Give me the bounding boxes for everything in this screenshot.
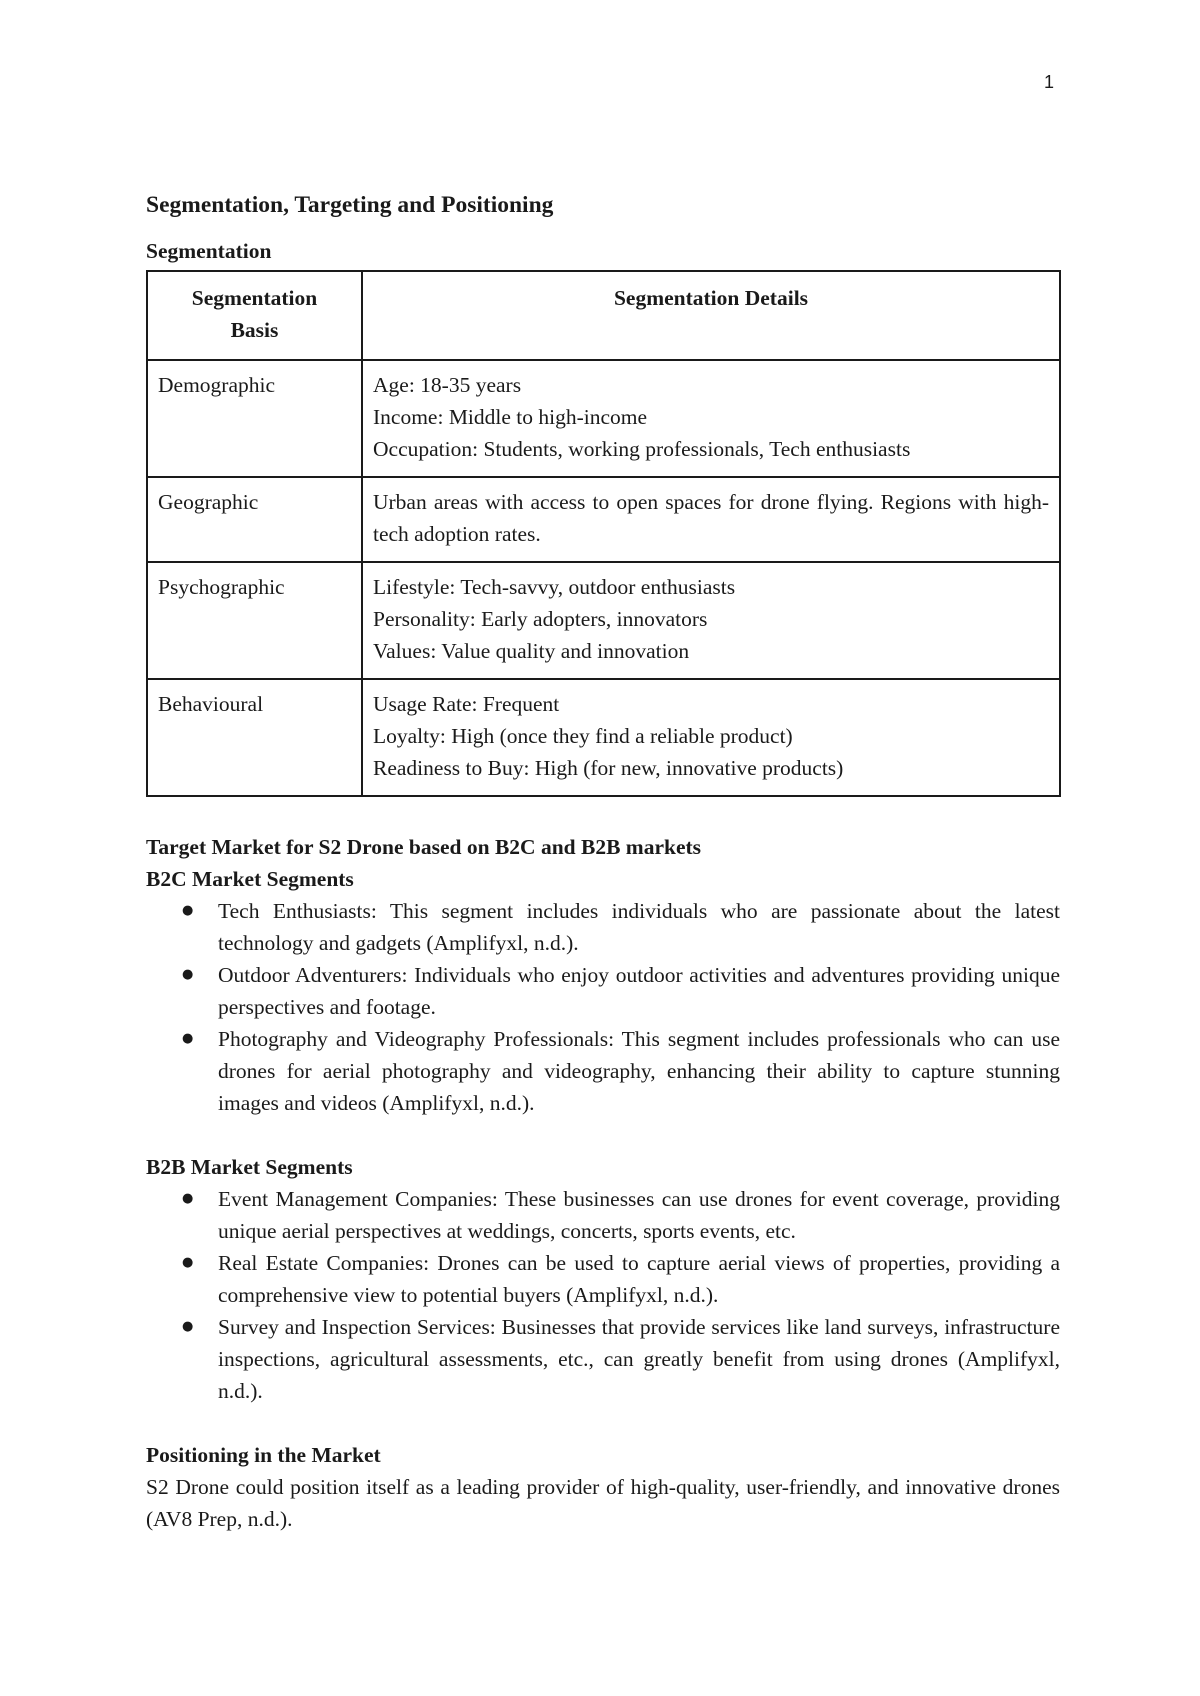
detail-line: Lifestyle: Tech-savvy, outdoor enthusiasts (373, 575, 736, 599)
b2c-heading: B2C Market Segments (146, 867, 354, 891)
row-details (362, 477, 1060, 562)
positioning-heading: Positioning in the Market (146, 1443, 381, 1467)
bullet-icon: ● (182, 1191, 194, 1206)
row-basis: Geographic (147, 477, 362, 562)
detail-line: Age: 18-35 years (373, 373, 522, 397)
b2c-list (146, 895, 1060, 1119)
list-item: ● Outdoor Adventurers: Individuals who enjoy outdoor activities and adventures providing unique perspectives and footage. (218, 959, 1060, 1023)
row-basis: Psychographic (147, 562, 362, 679)
segmentation-table (146, 270, 1061, 797)
positioning-text: S2 Drone could position itself as a leading provider of high-quality, user-friendly, and innovative drones (AV8 Prep, n.d.). (146, 1475, 1060, 1531)
detail-line: Occupation: Students, working professionals, Tech enthusiasts (373, 437, 911, 461)
detail-line: Urban areas with access to open spaces for drone flying. Regions with high-tech adoption rates. (373, 490, 1049, 546)
table-row (147, 562, 1060, 679)
bullet-icon: ● (182, 1255, 194, 1270)
row-basis: Behavioural (147, 679, 362, 796)
table-row (147, 679, 1060, 796)
page-number: 1 (1044, 72, 1055, 92)
bullet-icon: ● (182, 967, 194, 982)
table-row (147, 477, 1060, 562)
target-market-heading: Target Market for S2 Drone based on B2C and B2B markets (146, 835, 702, 859)
segmentation-heading: Segmentation (146, 239, 272, 263)
page-title: Segmentation, Targeting and Positioning (146, 192, 554, 218)
row-details (362, 562, 1060, 679)
detail-line: Personality: Early adopters, innovators (373, 607, 708, 631)
list-item: ● Survey and Inspection Services: Businesses that provide services like land surveys, infrastructure inspections, agricultural assessments, etc., can greatly benefit from using drones (Amplifyxl, n.d.). (218, 1311, 1060, 1407)
b2b-list (146, 1183, 1060, 1407)
list-item: ● Real Estate Companies: Drones can be used to capture aerial views of properties, providing a comprehensive view to potential buyers (Amplifyxl, n.d.). (218, 1247, 1060, 1311)
row-details (362, 679, 1060, 796)
bullet-icon: ● (182, 1031, 194, 1046)
document-body (146, 188, 1060, 1535)
header-basis: Segmentation Basis (147, 271, 362, 360)
detail-line: Usage Rate: Frequent (373, 692, 560, 716)
detail-line: Readiness to Buy: High (for new, innovative products) (373, 756, 844, 780)
list-item: ● Photography and Videography Professionals: This segment includes professionals who can use drones for aerial photography and videography, enhancing their ability to capture stunning images and videos (Amplifyxl, n.d.). (218, 1023, 1060, 1119)
list-item: ● Event Management Companies: These businesses can use drones for event coverage, providing unique aerial perspectives at weddings, concerts, sports events, etc. (218, 1183, 1060, 1247)
table-header-row (147, 271, 1060, 360)
header-details: Segmentation Details (362, 271, 1060, 360)
bullet-icon: ● (182, 903, 194, 918)
row-basis: Demographic (147, 360, 362, 477)
row-details (362, 360, 1060, 477)
b2b-heading: B2B Market Segments (146, 1155, 353, 1179)
bullet-icon: ● (182, 1319, 194, 1334)
list-item: ● Tech Enthusiasts: This segment includes individuals who are passionate about the latest technology and gadgets (Amplifyxl, n.d.). (218, 895, 1060, 959)
detail-line: Values: Value quality and innovation (373, 639, 690, 663)
table-row (147, 360, 1060, 477)
detail-line: Income: Middle to high-income (373, 405, 648, 429)
detail-line: Loyalty: High (once they find a reliable product) (373, 724, 793, 748)
